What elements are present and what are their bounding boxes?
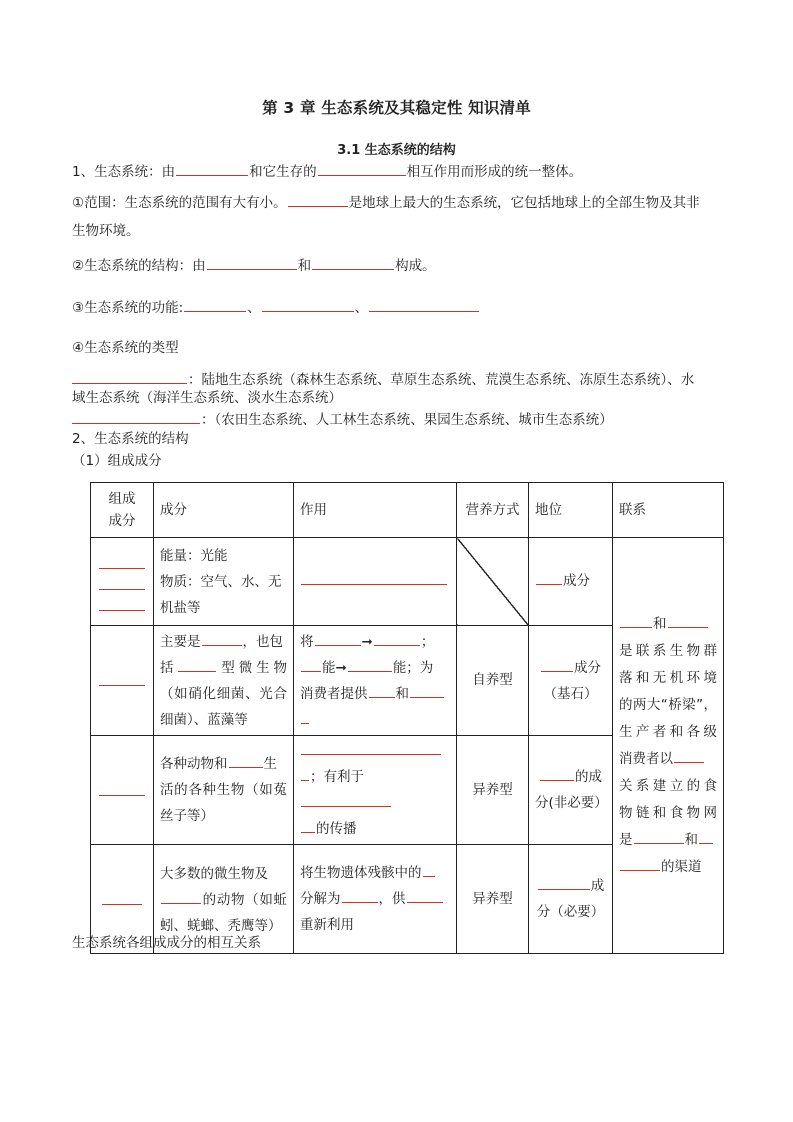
fill-blank[interactable] (72, 369, 187, 384)
fill-blank[interactable] (301, 766, 309, 781)
fill-blank[interactable] (634, 829, 684, 844)
fill-blank[interactable] (312, 255, 394, 270)
component-name-cell (91, 736, 154, 845)
section-title: 3.1 生态系统的结构 (337, 143, 456, 158)
fill-blank[interactable] (536, 570, 562, 585)
fill-blank[interactable] (184, 297, 246, 312)
relationship-caption: 生态系统各组成成分的相互关系 (72, 935, 261, 951)
status-cell: 成分 (529, 538, 613, 626)
definition-line: 1、生态系统：由 和它生存的 相互作用而形成的统一整体。 (72, 161, 582, 181)
status-cell: 的成 分(非必要） (529, 736, 613, 845)
fill-blank[interactable] (178, 657, 216, 672)
role-cell: 将生物遗体残骸中的 分解为 ，供 重新利用 (294, 845, 457, 954)
components-table (90, 482, 724, 954)
natural-types-line-cont: 域生态系统（海洋生态系统、淡水生态系统） (72, 390, 342, 406)
components-heading: （1）组成成分 (72, 453, 162, 469)
function-line: ③生态系统的功能: 、 、 (72, 297, 480, 317)
fill-blank[interactable] (301, 740, 441, 755)
component-cell: 能量：光能 物质：空气、水、无 机盐等 (154, 538, 294, 626)
fill-blank[interactable] (301, 709, 309, 724)
fill-blank[interactable] (301, 818, 315, 833)
natural-types-line: ：陆地生态系统（森林生态系统、草原生态系统、荒漠生态系统、冻原生态系统）、水 (72, 369, 694, 389)
table-header-row (91, 483, 724, 538)
status-cell: 成 分（必要） (529, 845, 613, 954)
fill-blank[interactable] (102, 890, 142, 905)
header-cell: 营养方式 (457, 483, 529, 538)
fill-blank[interactable] (342, 888, 378, 903)
fill-blank[interactable] (407, 888, 443, 903)
role-cell: 将 ➞ ； 能➞ 能；为 消费者提供 和 (294, 626, 457, 736)
fill-blank[interactable] (369, 683, 395, 698)
fill-blank[interactable] (202, 631, 242, 646)
fill-blank[interactable] (699, 829, 713, 844)
component-cell: 各种动物和 生 活的各种生物（如菟 丝子等） (154, 736, 294, 845)
role-cell: ；有利于 的传播 (294, 736, 457, 845)
structure-line: ②生态系统的结构：由 和 构成。 (72, 255, 436, 275)
fill-blank[interactable] (369, 297, 479, 312)
fill-blank[interactable] (538, 875, 590, 890)
fill-blank[interactable] (207, 255, 297, 270)
component-cell: 主要是 ，也包 括 型微生物 （如硝化细菌、光合 细菌）、蓝藻等 (154, 626, 294, 736)
fill-blank[interactable] (668, 613, 708, 628)
relationship-cell: 和 是联系生物群 落和无机环境 的两大“桥梁”， 生产者和各级 消费者以 关系建立的食 物链和食物网 是 和 的渠道 (613, 538, 724, 954)
fill-blank[interactable] (161, 889, 201, 904)
fill-blank[interactable] (540, 766, 574, 781)
header-cell: 组成 成分 (91, 483, 154, 538)
header-cell: 成分 (154, 483, 294, 538)
fill-blank[interactable] (620, 856, 660, 871)
fill-blank[interactable] (288, 192, 348, 207)
fill-blank[interactable] (423, 862, 435, 877)
nutrition-cell: 异养型 (457, 845, 529, 954)
fill-blank[interactable] (348, 657, 392, 672)
fill-blank[interactable] (229, 753, 263, 768)
fill-blank[interactable] (99, 575, 145, 590)
fill-blank[interactable] (99, 596, 145, 611)
component-cell: 大多数的微生物及 的动物（如蚯 蚓、蜣螂、秃鹰等） (154, 845, 294, 954)
fill-blank[interactable] (301, 792, 391, 807)
range-line-cont: 生物环境。 (72, 223, 140, 239)
nutrition-cell: 异养型 (457, 736, 529, 845)
nutrition-cell-empty (457, 538, 529, 626)
fill-blank[interactable] (410, 683, 444, 698)
structure-heading: 2、生态系统的结构 (72, 431, 189, 447)
fill-blank[interactable] (374, 631, 420, 646)
fill-blank[interactable] (620, 613, 652, 628)
fill-blank[interactable] (541, 657, 573, 672)
header-cell: 地位 (529, 483, 613, 538)
role-cell (294, 538, 457, 626)
artificial-types-line: ：（农田生态系统、人工林生态系统、果园生态系统、城市生态系统） (72, 409, 613, 429)
component-name-cell (91, 538, 154, 626)
types-heading: ④生态系统的类型 (72, 340, 179, 356)
fill-blank[interactable] (318, 161, 406, 176)
arrow-right-icon: ➞ (361, 633, 373, 650)
nutrition-cell: 自养型 (457, 626, 529, 736)
fill-blank[interactable] (176, 161, 248, 176)
fill-blank[interactable] (315, 631, 361, 646)
arrow-right-icon: ➞ (335, 659, 347, 676)
fill-blank[interactable] (99, 671, 145, 686)
fill-blank[interactable] (99, 554, 145, 569)
status-cell: 成分 （基石） (529, 626, 613, 736)
fill-blank[interactable] (674, 748, 704, 763)
fill-blank[interactable] (262, 297, 354, 312)
header-cell: 联系 (613, 483, 724, 538)
fill-blank[interactable] (301, 657, 321, 672)
component-name-cell (91, 626, 154, 736)
table-row (91, 538, 724, 626)
fill-blank[interactable] (99, 781, 145, 796)
chapter-title: 第 3 章 生态系统及其稳定性 知识清单 (262, 99, 531, 117)
fill-blank[interactable] (301, 570, 447, 585)
range-line: ①范围：生态系统的范围有大有小。 是地球上最大的生态系统，它包括地球上的全部生物及其非 (72, 192, 700, 212)
fill-blank[interactable] (72, 409, 200, 424)
header-cell: 作用 (294, 483, 457, 538)
